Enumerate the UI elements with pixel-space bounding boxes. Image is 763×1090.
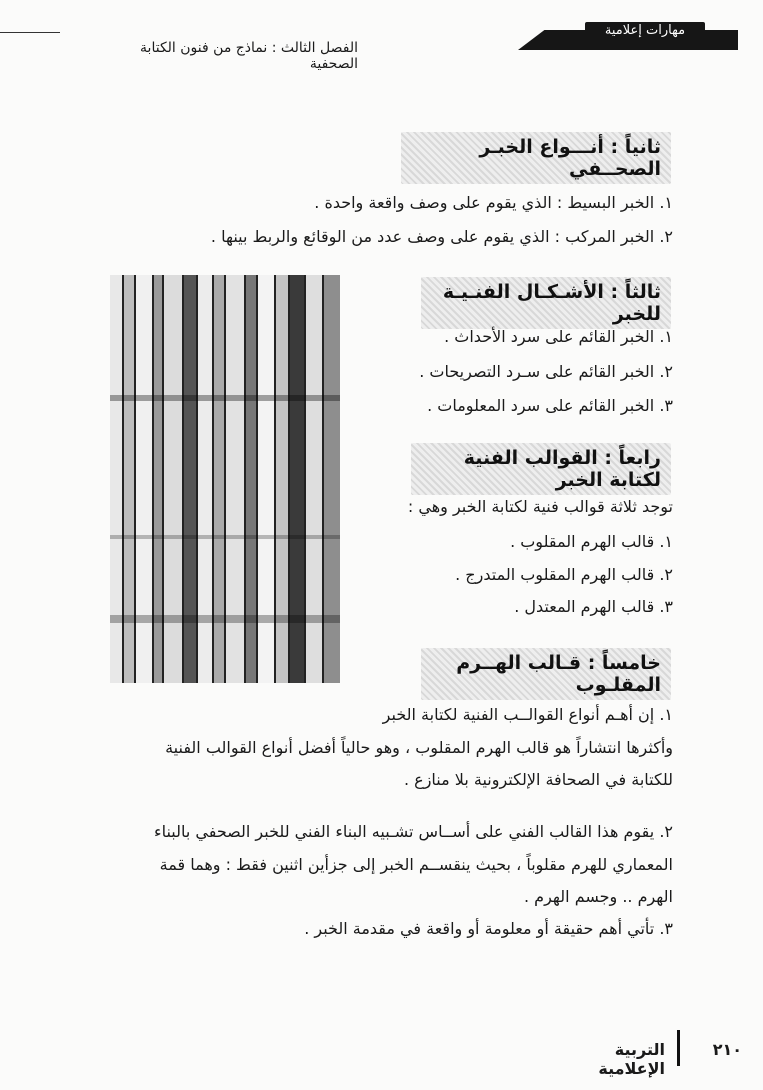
paragraph-line: للكتابة في الصحافة الإلكترونية بلا منازع .	[403, 770, 673, 789]
list-item: ٣. قالب الهرم المعتدل .	[514, 597, 673, 616]
list-item: ٢. قالب الهرم المقلوب المتدرج .	[455, 565, 673, 584]
page-number: ٢١٠	[712, 1040, 742, 1059]
section-heading-inverted-pyramid: خامساً : قـالب الهــرم المقلـوب	[421, 648, 671, 700]
paragraph-line: ٢. يقوم هذا القالب الفني على أســاس تشـبيه البناء الفني للخبر الصحفي بالبناء	[154, 822, 673, 841]
paragraph-line: المعماري للهرم مقلوباً ، بحيث ينقســم الخبر إلى جزأين اثنين فقط : وهما قمة	[159, 855, 673, 874]
list-item: ٢. الخبر المركب : الذي يقوم على وصف عدد من الوقائع والربط بينها .	[210, 227, 673, 246]
list-item: ٣. الخبر القائم على سرد المعلومات .	[427, 396, 673, 415]
top-rule	[0, 32, 60, 33]
list-item: ٢. الخبر القائم على سـرد التصريحات .	[419, 362, 673, 381]
paragraph-line: ١. إن أهـم أنواع القوالــب الفنية لكتابة الخبر	[382, 705, 673, 724]
footer-separator	[677, 1030, 680, 1066]
paragraph-line: الهرم .. وجسم الهرم .	[524, 887, 673, 906]
list-item: ١. الخبر القائم على سرد الأحداث .	[444, 327, 673, 346]
paragraph-line: وأكثرها انتشاراً هو قالب الهرم المقلوب ، وهو حالياً أفضل أنواع القوالب الفنية	[165, 738, 673, 757]
list-item: ١. قالب الهرم المقلوب .	[510, 532, 673, 551]
section-heading-types: ثانياً : أنـــواع الخبـر الصحــفي	[401, 132, 671, 184]
section-heading-forms: ثالثاً : الأشـكـال الفنـيـة للخبر	[421, 277, 671, 329]
chapter-title: الفصل الثالث : نماذج من فنون الكتابة الصحفية	[140, 40, 358, 72]
newspapers-stack-photo	[110, 275, 340, 683]
header-tab: مهارات إعلامية	[585, 22, 705, 40]
book-title: التربية الإعلامية	[598, 1040, 665, 1078]
paragraph-line: ٣. تأتي أهم حقيقة أو معلومة أو واقعة في مقدمة الخبر .	[304, 919, 673, 938]
list-item: ١. الخبر البسيط : الذي يقوم على وصف واقعة واحدة .	[314, 193, 673, 212]
section-heading-templates: رابعاً : القوالب الفنية لكتابة الخبر	[411, 443, 671, 495]
intro-text: توجد ثلاثة قوالب فنية لكتابة الخبر وهي :	[407, 497, 673, 516]
